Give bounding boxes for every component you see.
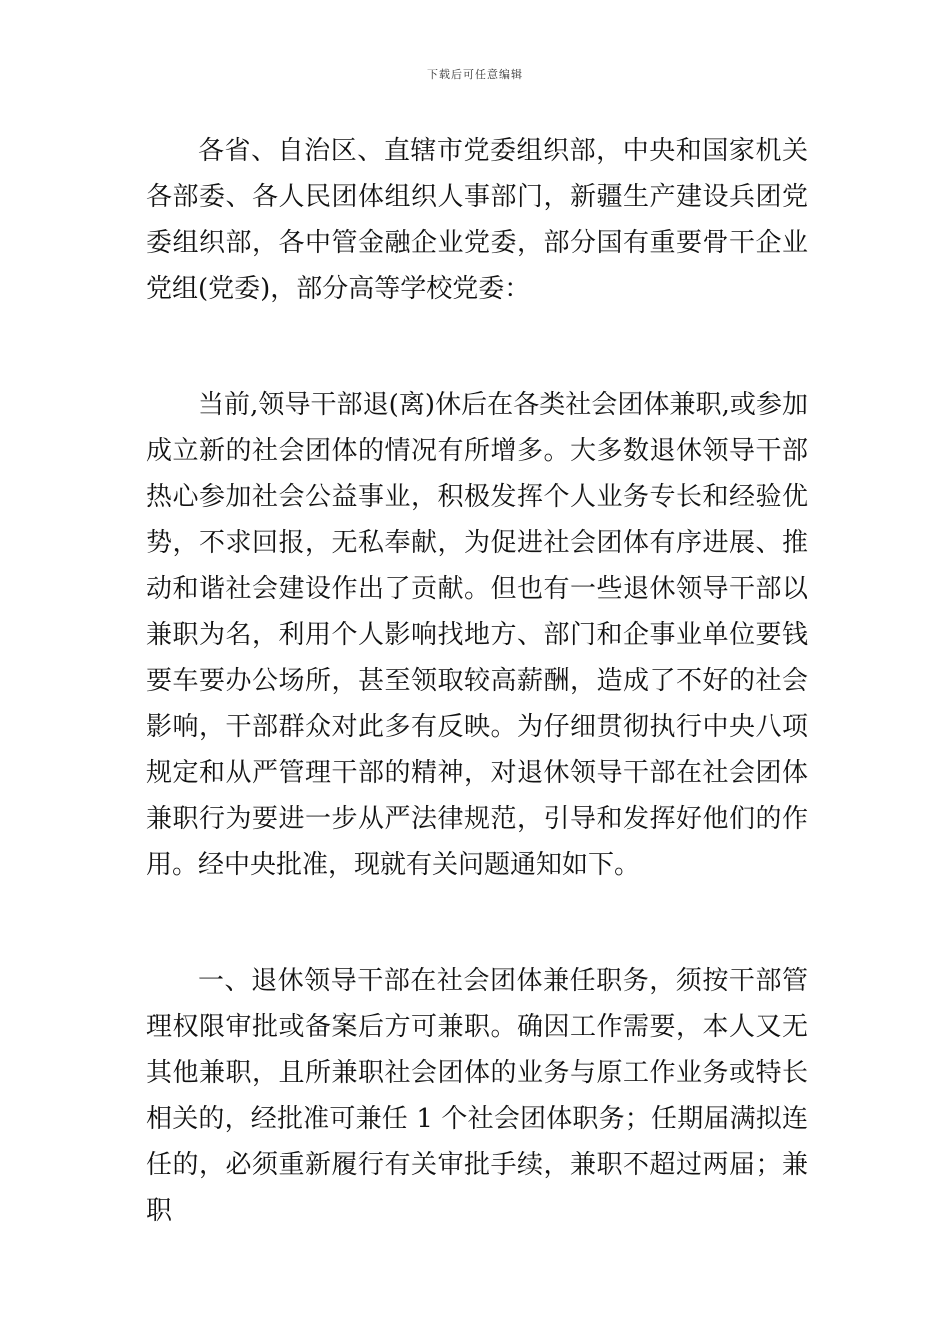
page-header-note: 下载后可任意编辑 <box>427 68 523 81</box>
paragraph-addressees: 各省、自治区、直辖市党委组织部，中央和国家机关各部委、各人民团体组织人事部门，新疆生产建设兵团党委组织部，各中管金融企业党委，部分国有重要骨干企业党组(党委)，部分高等学校党委： <box>146 136 808 304</box>
paragraph-background: 当前,领导干部退(离)休后在各类社会团体兼职,或参加成立新的社会团体的情况有所增多。大多数退休领导干部热心参加社会公益事业，积极发挥个人业务专长和经验优势，不求回报，无私奉献，为促进社会团体有序进展、推动和谐社会建设作出了贡献。但也有一些退休领导干部以兼职为名，利用个人影响找地方、部门和企事业单位要钱要车要办公场所，甚至领取较高薪酬，造成了不好的社会影响，干部群众对此多有反映。为仔细贯彻执行中央八项规定和从严管理干部的精神，对退休领导干部在社会团体兼职行为要进一步从严法律规范，引导和发挥好他们的作用。经中央批准，现就有关问题通知如下。 <box>146 390 808 880</box>
paragraph-rule-one: 一、退休领导干部在社会团体兼任职务，须按干部管理权限审批或备案后方可兼职。确因工作需要，本人又无其他兼职，且所兼职社会团体的业务与原工作业务或特长相关的，经批准可兼任 1 个社会团体职务；任期届满拟连任的，必须重新履行有关审批手续，兼职不超过两届；兼职 <box>146 966 808 1226</box>
document-body <box>146 128 808 1234</box>
